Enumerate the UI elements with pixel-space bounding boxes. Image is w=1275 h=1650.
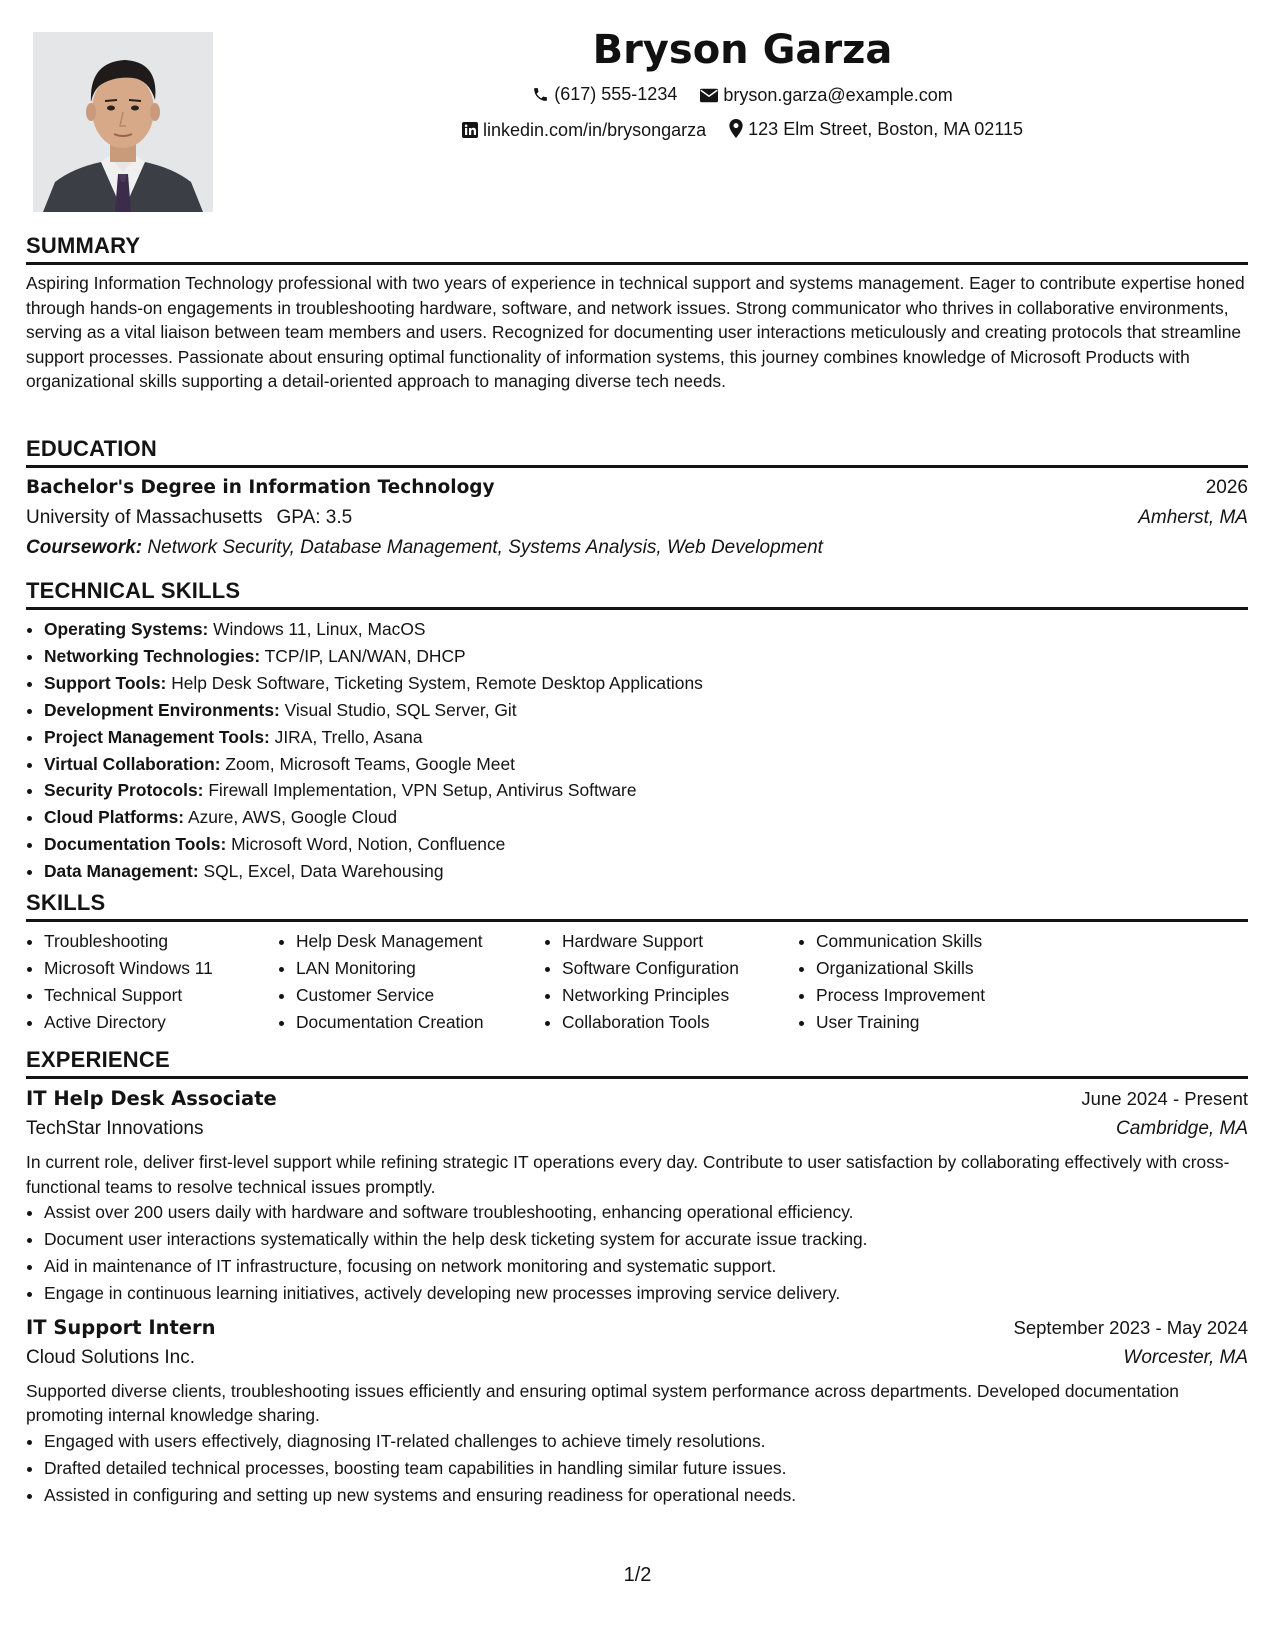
list-item: • Support Tools: Help Desk Software, Ticketing System, Remote Desktop Applications [44, 670, 1248, 697]
list-item: • Networking Principles [562, 982, 798, 1009]
list-item: • Collaboration Tools [562, 1009, 798, 1036]
email-contact[interactable] [700, 79, 952, 111]
list-item: • Virtual Collaboration: Zoom, Microsoft Teams, Google Meet [44, 751, 1248, 778]
company-name: TechStar Innovations [26, 1118, 204, 1139]
street-address: 123 Elm Street, Boston, MA 02115 [748, 118, 1023, 139]
address-contact [729, 113, 1023, 145]
skills-column [26, 928, 278, 1036]
technical-skills-heading: TECHNICAL SKILLS [26, 577, 1248, 610]
list-item: • Communication Skills [816, 928, 1076, 955]
list-item: • Operating Systems: Windows 11, Linux, MacOS [44, 616, 1248, 643]
list-item: • Aid in maintenance of IT infrastructure, focusing on network monitoring and systematic support. [44, 1253, 1248, 1280]
job-title: IT Support Intern [26, 1315, 216, 1339]
list-item: • Troubleshooting [44, 928, 278, 955]
education-degree-row [26, 473, 1248, 503]
job-dates: June 2024 - Present [1081, 1088, 1248, 1109]
list-item: • Engage in continuous learning initiatives, actively developing new processes improving service delivery. [44, 1280, 1248, 1307]
skills-section [26, 889, 1248, 1036]
list-item: • Document user interactions systematically within the help desk ticketing system for accurate issue tracking. [44, 1226, 1248, 1253]
map-pin-icon [729, 119, 743, 138]
list-item: • Software Configuration [562, 955, 798, 982]
job-bullets [26, 1199, 1248, 1307]
skills-column [544, 928, 798, 1036]
list-item: • Drafted detailed technical processes, boosting team capabilities in handling similar future issues. [44, 1455, 1248, 1482]
list-item: • Documentation Creation [296, 1009, 544, 1036]
list-item: • Networking Technologies: TCP/IP, LAN/WAN, DHCP [44, 643, 1248, 670]
phone-icon [532, 86, 549, 103]
job-description: In current role, deliver first-level support while refining strategic IT operations every day. Contribute to user satisfaction by collaborating effectively with cross-functional teams to resolve technical issues promptly. [26, 1152, 1230, 1197]
email-address[interactable]: bryson.garza@example.com [723, 85, 953, 105]
list-item: • LAN Monitoring [296, 955, 544, 982]
school-location: Amherst, MA [1138, 507, 1248, 528]
job-dates: September 2023 - May 2024 [1013, 1316, 1248, 1338]
education-section [26, 435, 1248, 563]
linkedin-url[interactable]: linkedin.com/in/brysongarza [483, 120, 707, 140]
list-item: • Hardware Support [562, 928, 798, 955]
list-item: • Organizational Skills [816, 955, 1076, 982]
skills-column [278, 928, 544, 1036]
list-item: • Assisted in configuring and setting up new systems and ensuring readiness for operational needs. [44, 1482, 1248, 1509]
list-item: • Assist over 200 users daily with hardware and software troubleshooting, enhancing operational efficiency. [44, 1199, 1248, 1226]
list-item: • Help Desk Management [296, 928, 544, 955]
job-description: Supported diverse clients, troubleshooting issues efficiently and ensuring optimal system performance across departments. Developed documentation promoting internal knowledge sharing. [26, 1380, 1179, 1426]
list-item: • Cloud Platforms: Azure, AWS, Google Cloud [44, 804, 1248, 831]
job-location: Cambridge, MA [1116, 1118, 1248, 1139]
school-name: University of Massachusetts [26, 507, 263, 528]
gpa: GPA: 3.5 [276, 507, 353, 528]
summary-heading: SUMMARY [26, 232, 1248, 265]
contact-row-2 [240, 113, 1245, 149]
list-item: • Customer Service [296, 982, 544, 1009]
resume-header [240, 22, 1245, 148]
skills-column [798, 928, 1076, 1036]
summary-section [26, 232, 1248, 394]
list-item: • Data Management: SQL, Excel, Data Warehousing [44, 858, 1248, 885]
education-school-row [26, 503, 1248, 533]
job-location: Worcester, MA [1123, 1346, 1248, 1368]
list-item: • Engaged with users effectively, diagnosing IT-related challenges to achieve timely resolutions. [44, 1428, 1248, 1455]
list-item: • Development Environments: Visual Studio, SQL Server, Git [44, 697, 1248, 724]
skills-heading: SKILLS [26, 889, 1248, 922]
candidate-name: Bryson Garza [592, 27, 893, 73]
list-item: • Active Directory [44, 1009, 278, 1036]
job-entry [26, 1084, 1248, 1307]
list-item: • User Training [816, 1009, 1076, 1036]
company-name: Cloud Solutions Inc. [26, 1346, 195, 1368]
job-bullets [26, 1428, 1248, 1509]
page-number: 1/2 [623, 1564, 652, 1586]
technical-skills-section [26, 577, 1248, 885]
coursework-list: Network Security, Database Management, Systems Analysis, Web Development [147, 537, 823, 558]
linkedin-icon [462, 122, 478, 138]
profile-photo [33, 32, 213, 212]
phone-contact [532, 78, 677, 110]
list-item: • Project Management Tools: JIRA, Trello, Asana [44, 724, 1248, 751]
summary-text: Aspiring Information Technology professional with two years of experience in technical support and systems management. Eager to contribute expertise honed through hands-on engagements in troubleshooting hardware, software, and network issues. Strong communicator who thrives in collaborative environments, serving as a vital liaison between team members and users. Recognized for documenting user interactions meticulously and creating protocols that streamline support processes. Passionate about ensuring optimal functionality of information systems, this journey combines knowledge of Microsoft Products with organizational skills supporting a detail-oriented approach to managing diverse tech needs. [26, 273, 1245, 392]
contact-row-1 [240, 78, 1245, 113]
list-item: • Security Protocols: Firewall Implementation, VPN Setup, Antivirus Software [44, 777, 1248, 804]
graduation-year: 2026 [1205, 477, 1248, 498]
envelope-icon [700, 88, 718, 103]
list-item: • Documentation Tools: Microsoft Word, Notion, Confluence [44, 831, 1248, 858]
experience-section [26, 1046, 1248, 1509]
experience-heading: EXPERIENCE [26, 1046, 1248, 1079]
list-item: • Microsoft Windows 11 [44, 955, 278, 982]
skills-grid [26, 928, 1248, 1036]
list-item: • Process Improvement [816, 982, 1076, 1009]
job-title: IT Help Desk Associate [26, 1087, 277, 1110]
education-heading: EDUCATION [26, 435, 1248, 468]
coursework-label: Coursework: [26, 537, 143, 558]
phone-number: (617) 555-1234 [554, 84, 678, 104]
technical-skills-list [26, 616, 1248, 885]
coursework-row [26, 533, 1248, 563]
degree-name: Bachelor's Degree in Information Technology [26, 477, 495, 498]
linkedin-contact[interactable] [462, 114, 706, 146]
job-entry [26, 1313, 1248, 1509]
list-item: • Technical Support [44, 982, 278, 1009]
